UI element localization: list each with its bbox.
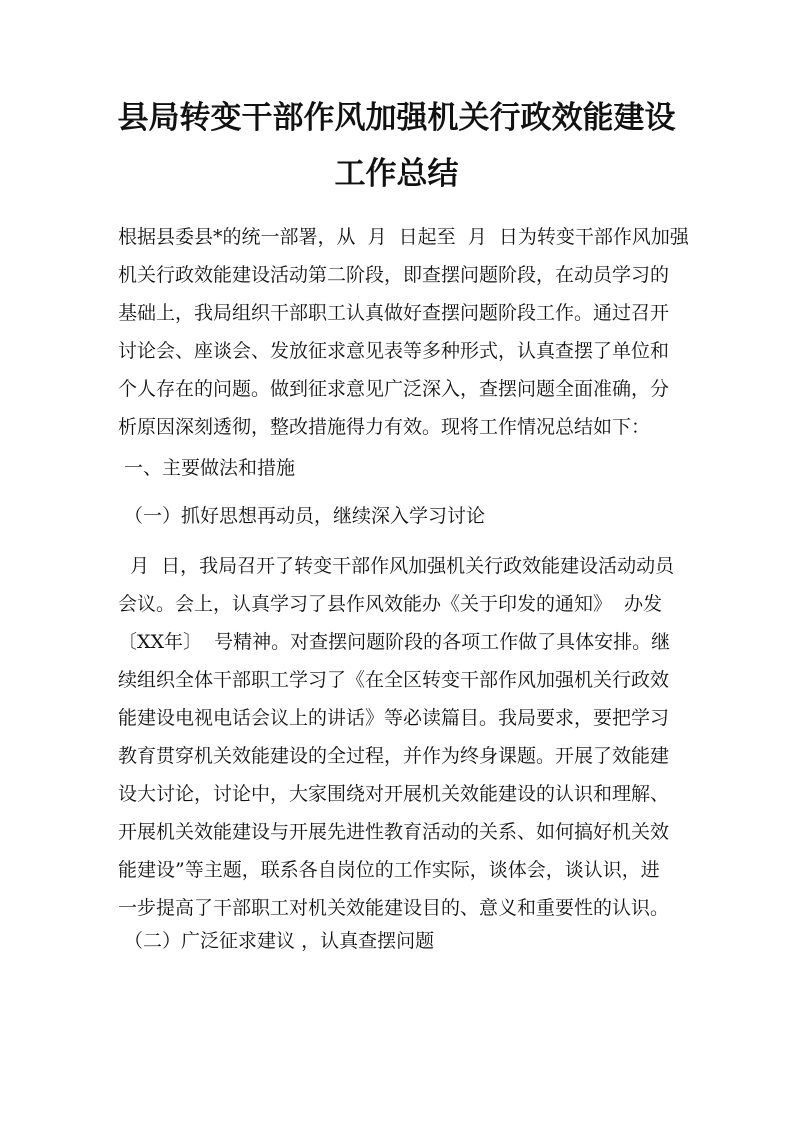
- intro-line: 个人存在的问题。做到征求意见广泛深入，查摆问题全面准确，分: [118, 378, 670, 400]
- body-line: 能建设电视电话会议上的讲话》等必读篇目。我局要求，要把学习: [118, 707, 670, 729]
- body-line: 续组织全体干部职工学习了《在全区转变干部作风加强机关行政效: [118, 669, 670, 691]
- subsection-heading-2: （二）广泛征求建议 ，认真查摆问题: [118, 930, 435, 952]
- body-line: 会议。会上，认真学习了县作风效能办《关于印发的通知》 办发: [118, 593, 663, 615]
- document-title-line-2: 工作总结: [334, 156, 459, 192]
- intro-line: 基础上，我局组织干部职工认真做好查摆问题阶段工作。通过召开: [118, 302, 670, 324]
- body-line: 一步提高了干部职工对机关效能建设目的、意义和重要性的认识。: [118, 897, 670, 919]
- body-line: 月 日，我局召开了转变干部作风加强机关行政效能建设活动动员: [118, 555, 675, 577]
- intro-paragraph: [118, 218, 690, 446]
- document-title-line-1: 县局转变干部作风加强机关行政效能建设: [117, 100, 676, 136]
- body-line: 设大讨论，讨论中，大家围绕对开展机关效能建设的认识和理解、: [118, 783, 670, 805]
- body-line: 能建设”等主题，联系各自岗位的工作实际，谈体会，谈认识，进: [118, 859, 660, 881]
- body-line: 开展机关效能建设与开展先进性教育活动的关系、如何搞好机关效: [118, 821, 670, 843]
- body-line: 教育贯穿机关效能建设的全过程，并作为终身课题。开展了效能建: [118, 745, 670, 767]
- intro-line: 机关行政效能建设活动第二阶段，即查摆问题阶段，在动员学习的: [118, 264, 670, 286]
- section-heading-1: 一、主要做法和措施: [118, 457, 296, 479]
- subsection-heading-1: （一）抓好思想再动员，继续深入学习讨论: [118, 505, 486, 527]
- body-line: 〔XX年〕 号精神。对查摆问题阶段的各项工作做了具体安排。继: [118, 631, 671, 653]
- subsection-1-paragraph: [118, 547, 690, 927]
- intro-line: 讨论会、座谈会、发放征求意见表等多种形式，认真查摆了单位和: [118, 340, 670, 362]
- intro-line: 根据县委县*的统一部署，从 月 日起至 月 日为转变干部作风加强: [118, 226, 689, 248]
- intro-line: 析原因深刻透彻，整改措施得力有效。现将工作情况总结如下：: [118, 416, 651, 438]
